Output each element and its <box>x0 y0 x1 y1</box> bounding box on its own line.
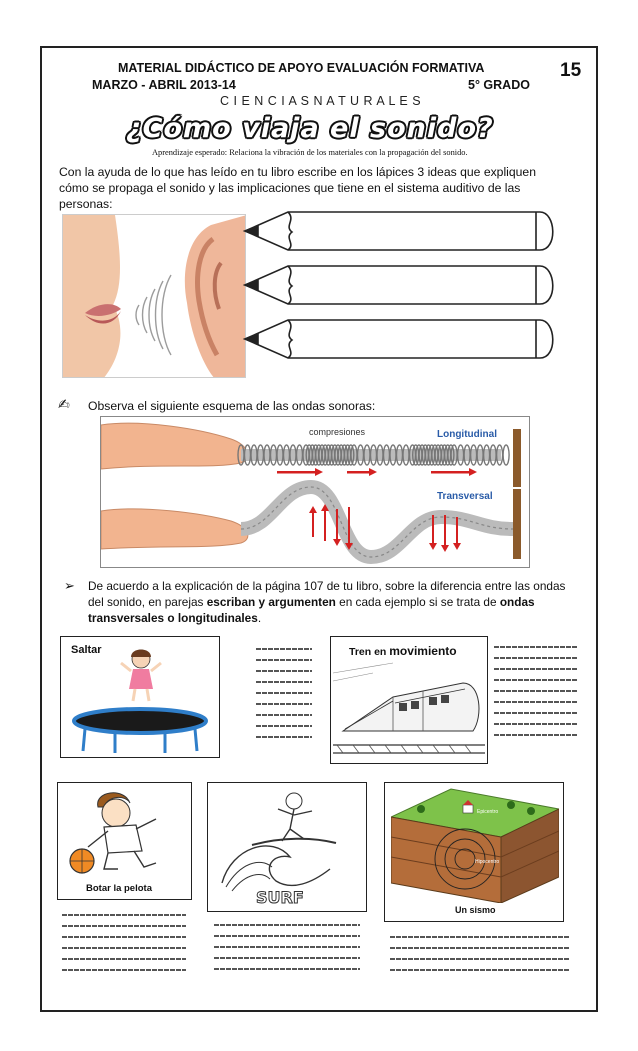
header-subject: C I E N C I A S N A T U R A L E S <box>220 94 422 108</box>
quake-epicenter-label: Epicentro <box>477 809 499 815</box>
answer-lines-surf[interactable] <box>214 924 360 979</box>
answer-lines-quake[interactable] <box>390 936 570 980</box>
example-ball-box <box>57 782 192 900</box>
trampoline-girl-illustration <box>65 643 215 755</box>
page-number: 15 <box>560 60 582 81</box>
example-surf-box <box>207 782 367 912</box>
header-date: MARZO - ABRIL 2013-14 <box>92 78 236 92</box>
example-train-box <box>330 636 488 764</box>
label-compressions: compresiones <box>309 427 366 437</box>
instruction-part2: en cada ejemplo si se trata de <box>335 595 500 609</box>
boy-basketball-illustration <box>64 789 186 877</box>
page-title: ¿Cómo viaja el sonido? <box>126 113 494 144</box>
pencil-glyph-icon: ✍ <box>58 397 70 413</box>
surf-logo-text: SURF <box>256 888 304 907</box>
instruction-bold2: ondas transversales o longitudinales <box>88 595 535 625</box>
example-jump-box <box>60 636 220 758</box>
train-label-suffix: movimiento <box>389 644 457 658</box>
pencil-2 <box>245 266 553 304</box>
quake-hypocenter-label: Hipocentro <box>475 859 500 865</box>
instruction-part3: . <box>257 611 262 625</box>
observe-text: Observa el siguiente esquema de las ondas sonoras: <box>88 399 376 413</box>
label-longitudinal: Longitudinal <box>437 429 497 440</box>
learning-goal: Aprendizaje esperado: Relaciona la vibración de los materiales con la propagación del sonido. <box>152 148 468 157</box>
header-grade: 5° GRADO <box>468 78 530 92</box>
instruction-text <box>88 578 573 626</box>
example-train-label <box>349 644 457 658</box>
example-quake-box <box>384 782 564 922</box>
header-line1: MATERIAL DIDÁCTICO DE APOYO EVALUACIÓN FORMATIVA <box>118 61 485 75</box>
label-transversal: Transversal <box>437 491 493 502</box>
answer-lines-ball[interactable] <box>62 914 186 980</box>
pencil-3 <box>245 320 553 358</box>
mouth-ear-image <box>62 214 246 378</box>
example-quake-label: Un sismo <box>455 905 496 915</box>
instruction-part1: De acuerdo a la explicación de la página 107 de tu libro, sobre la diferencia entre las ondas del sonido, en parejas <box>88 579 566 609</box>
sound-wave-diagram <box>100 416 530 568</box>
mouth-ear-illustration <box>63 215 246 378</box>
example-ball-label: Botar la pelota <box>86 883 152 894</box>
answer-lines-train[interactable] <box>494 646 578 745</box>
pencil-1 <box>245 212 553 250</box>
arrow-bullet-icon: ➢ <box>64 579 75 594</box>
slinky-coil <box>503 445 509 465</box>
instruction-bold1: escriban y argumenten <box>206 595 336 609</box>
earthquake-illustration <box>391 787 559 903</box>
train-illustration <box>333 661 485 761</box>
train-label-prefix: Tren en <box>349 646 390 658</box>
pencils-graphic <box>240 204 565 378</box>
example-jump-label: Saltar <box>71 644 102 656</box>
surf-illustration <box>212 787 362 907</box>
intro-text: Con la ayuda de lo que has leído en tu libro escribe en los lápices 3 ideas que expliquen cómo se propaga el sonido y las implicaciones que tiene en el sistema auditivo de las personas: <box>59 165 536 211</box>
answer-lines-jump[interactable] <box>256 648 312 747</box>
